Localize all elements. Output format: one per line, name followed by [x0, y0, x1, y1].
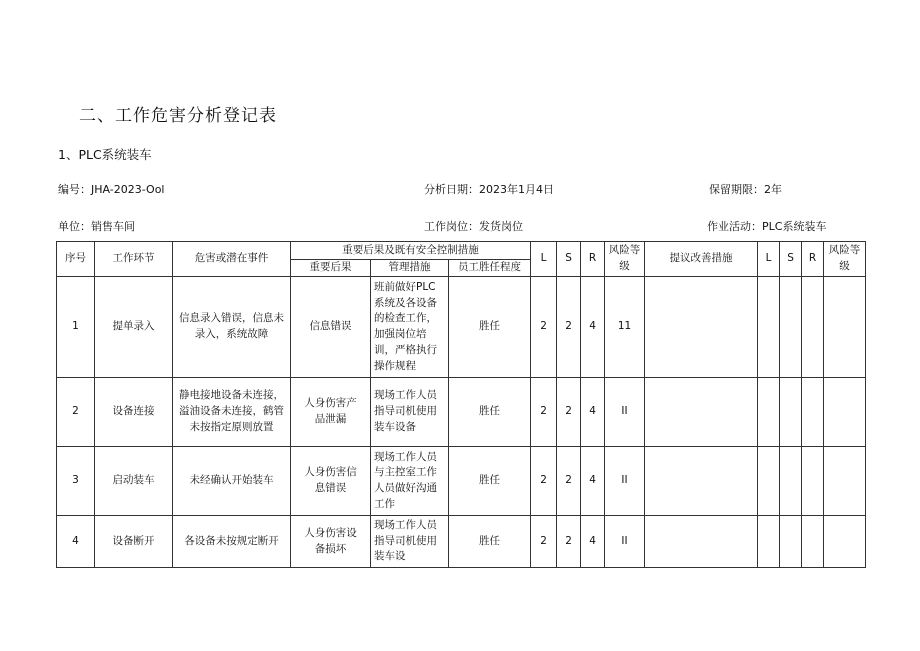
row-risk2: [824, 516, 866, 568]
row-r: 4: [581, 378, 605, 447]
row-l2: [758, 378, 780, 447]
row-no: 4: [57, 516, 95, 568]
table-row: [57, 277, 866, 378]
header-step: 工作环节: [95, 242, 173, 277]
row-competence: 胜任: [449, 447, 531, 516]
row-competence: 胜任: [449, 516, 531, 568]
retention-period: 保留期限：2年: [709, 183, 782, 196]
row-l2: [758, 447, 780, 516]
header-risk-level: 风险等 级: [605, 242, 645, 277]
section-title: 1、PLC系统装车: [58, 147, 152, 162]
header-improvement: 提议改善措施: [645, 242, 758, 277]
header-l2: L: [758, 242, 780, 277]
header-no: 序号: [57, 242, 95, 277]
row-risk2: [824, 447, 866, 516]
header-s: S: [557, 242, 581, 277]
header-risk-level2: 风险等 级: [824, 242, 866, 277]
row-competence: 胜任: [449, 378, 531, 447]
row-l: 2: [531, 277, 557, 378]
row-s: 2: [557, 447, 581, 516]
row-measures: 班前做好PLC 系统及各设备 的检查工作， 加强岗位培 训，严格执行 操作规程: [371, 277, 449, 378]
header-consequence-group: 重要后果及既有安全控制措施: [291, 242, 531, 260]
row-risk: II: [605, 516, 645, 568]
header-l: L: [531, 242, 557, 277]
row-risk2: [824, 277, 866, 378]
row-no: 3: [57, 447, 95, 516]
row-step: 启动装车: [95, 447, 173, 516]
row-risk2: [824, 378, 866, 447]
analysis-date: 分析日期：2023年1月4日: [424, 183, 554, 196]
header-s2: S: [780, 242, 802, 277]
row-s: 2: [557, 378, 581, 447]
row-r: 4: [581, 277, 605, 378]
row-consequence: 人身伤害设 备损坏: [291, 516, 371, 568]
row-s2: [780, 277, 802, 378]
serial-number: 编号：JHA-2023-Ool: [58, 183, 165, 196]
row-r2: [802, 277, 824, 378]
header-hazard: 危害或潜在事件: [173, 242, 291, 277]
row-step: 设备连接: [95, 378, 173, 447]
header-r2: R: [802, 242, 824, 277]
table-row: [57, 516, 866, 568]
row-l: 2: [531, 447, 557, 516]
row-hazard: 静电接地设备未连接， 溢油设备未连接，鹤管 未按指定原则放置: [173, 378, 291, 447]
row-risk: II: [605, 378, 645, 447]
row-consequence: 信息错误: [291, 277, 371, 378]
row-r2: [802, 378, 824, 447]
row-measures: 现场工作人员 指导司机使用 装车设备: [371, 378, 449, 447]
row-improvement: [645, 378, 758, 447]
row-hazard: 未经确认开始装车: [173, 447, 291, 516]
table-row: [57, 447, 866, 516]
row-s: 2: [557, 277, 581, 378]
row-l2: [758, 277, 780, 378]
header-r: R: [581, 242, 605, 277]
row-hazard: 各设备未按规定断开: [173, 516, 291, 568]
row-competence: 胜任: [449, 277, 531, 378]
page-title: 二、工作危害分析登记表: [79, 106, 277, 126]
row-l2: [758, 516, 780, 568]
row-hazard: 信息录入错误，信息未 录入，系统故障: [173, 277, 291, 378]
row-improvement: [645, 447, 758, 516]
row-improvement: [645, 516, 758, 568]
row-s2: [780, 516, 802, 568]
row-no: 1: [57, 277, 95, 378]
row-s2: [780, 447, 802, 516]
row-s: 2: [557, 516, 581, 568]
row-r2: [802, 447, 824, 516]
row-step: 设备断开: [95, 516, 173, 568]
row-l: 2: [531, 516, 557, 568]
work-activity: 作业活动：PLC系统装车: [707, 220, 827, 233]
row-r: 4: [581, 516, 605, 568]
header-competence: 员工胜任程度: [449, 260, 531, 277]
row-step: 提单录入: [95, 277, 173, 378]
header-measures: 管理措施: [371, 260, 449, 277]
row-risk: 11: [605, 277, 645, 378]
row-measures: 现场工作人员 与主控室工作 人员做好沟通 工作: [371, 447, 449, 516]
unit: 单位：销售车间: [58, 220, 135, 233]
header-consequence: 重要后果: [291, 260, 371, 277]
row-r2: [802, 516, 824, 568]
row-r: 4: [581, 447, 605, 516]
row-risk: II: [605, 447, 645, 516]
hazard-analysis-table: [56, 241, 866, 568]
row-consequence: 人身伤害信 息错误: [291, 447, 371, 516]
row-consequence: 人身伤害产 品泄漏: [291, 378, 371, 447]
row-l: 2: [531, 378, 557, 447]
row-improvement: [645, 277, 758, 378]
work-post: 工作岗位：发货岗位: [424, 220, 523, 233]
table-row: [57, 378, 866, 447]
row-s2: [780, 378, 802, 447]
row-no: 2: [57, 378, 95, 447]
row-measures: 现场工作人员 指导司机使用 装车设: [371, 516, 449, 568]
